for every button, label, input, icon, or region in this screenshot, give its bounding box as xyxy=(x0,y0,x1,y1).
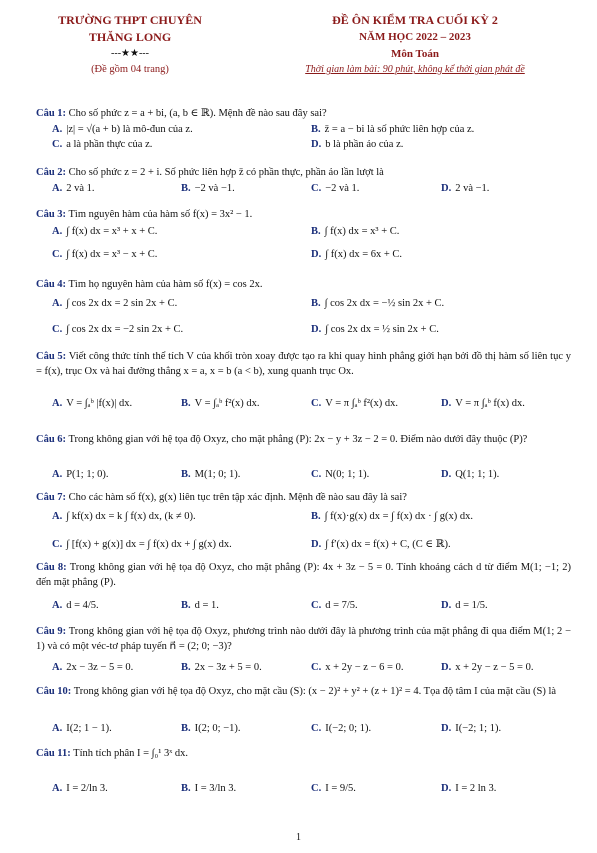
question-10-option-a xyxy=(52,721,112,736)
option-text: ∫ kf(x) dx = k ∫ f(x) dx, (k ≠ 0). xyxy=(66,511,196,522)
option-letter: C. xyxy=(52,539,63,550)
question-text: Tìm họ nguyên hàm của hàm số f(x) = cos 2x. xyxy=(68,279,263,290)
school-year: NĂM HỌC 2022 – 2023 xyxy=(359,31,471,43)
question-1-stem xyxy=(36,106,571,121)
question-label: Câu 1: xyxy=(36,108,67,119)
school-block xyxy=(30,12,230,78)
option-letter: B. xyxy=(311,124,321,135)
question-label: Câu 4: xyxy=(36,279,67,290)
option-letter: C. xyxy=(311,723,322,734)
option-text: V = π ∫ₐᵇ f²(x) dx. xyxy=(325,398,398,409)
question-text: Trong không gian với hệ tọa độ Oxyz, cho mặt cầu (S): (x − 2)² + y² + (z + 1)² = 4. Tọa độ tâm I của mặt cầu (S) là xyxy=(73,686,557,697)
time-note: Thời gian làm bài: 90 phút, không kể thời gian phát đề xyxy=(305,64,525,75)
question-7-option-b xyxy=(311,509,473,524)
option-text: x + 2y − z − 5 = 0. xyxy=(455,662,534,673)
question-label: Câu 11: xyxy=(36,748,71,759)
question-11-option-d xyxy=(441,781,496,796)
question-10-option-d xyxy=(441,721,501,736)
option-letter: B. xyxy=(181,183,191,194)
option-letter: D. xyxy=(311,139,322,150)
option-letter: A. xyxy=(52,469,63,480)
option-text: d = 4/5. xyxy=(66,600,99,611)
option-text: ∫ f(x)·g(x) dx = ∫ f(x) dx · ∫ g(x) dx. xyxy=(324,511,474,522)
option-letter: B. xyxy=(181,723,191,734)
option-text: V = ∫ₐᵇ |f(x)| dx. xyxy=(66,398,133,409)
option-letter: B. xyxy=(181,398,191,409)
option-text: 2 và 1. xyxy=(66,183,95,194)
option-text: ∫ f′(x) dx = f(x) + C, (C ∈ ℝ). xyxy=(325,539,451,550)
option-letter: C. xyxy=(311,600,322,611)
question-6-option-d xyxy=(441,467,499,482)
option-letter: C. xyxy=(311,783,322,794)
question-label: Câu 7: xyxy=(36,492,67,503)
option-letter: B. xyxy=(311,298,321,309)
option-letter: D. xyxy=(441,398,452,409)
option-text: x + 2y − z − 6 = 0. xyxy=(325,662,404,673)
option-letter: C. xyxy=(311,662,322,673)
option-text: a là phần thực của z. xyxy=(66,139,153,150)
option-letter: C. xyxy=(52,324,63,335)
option-letter: D. xyxy=(441,723,452,734)
question-3-option-b xyxy=(311,224,399,239)
question-8-stem xyxy=(36,560,571,590)
option-text: Q(1; 1; 1). xyxy=(455,469,500,480)
option-letter: A. xyxy=(52,124,63,135)
option-text: ∫ cos 2x dx = ½ sin 2x + C. xyxy=(325,324,439,335)
question-2-option-d xyxy=(441,181,489,196)
question-2-option-c xyxy=(311,181,359,196)
option-letter: D. xyxy=(311,539,322,550)
option-letter: A. xyxy=(52,662,63,673)
question-7-stem xyxy=(36,490,571,505)
question-2-stem xyxy=(36,165,571,180)
question-9-option-d xyxy=(441,660,533,675)
question-text: Viết công thức tính thể tích V của khối tròn xoay được tạo ra khi quay hình phẳng giới hạn bởi đồ thị hàm số liên tục y = f(x), trục Ox và hai đường thẳng x = a, x = b (a < b), xung quanh trục Ox. xyxy=(36,351,572,377)
option-text: ∫ cos 2x dx = −½ sin 2x + C. xyxy=(324,298,445,309)
question-10-option-c xyxy=(311,721,371,736)
option-letter: C. xyxy=(311,469,322,480)
option-text: ∫ f(x) dx = x³ − x + C. xyxy=(66,249,158,260)
question-8-option-c xyxy=(311,598,358,613)
question-11-option-c xyxy=(311,781,356,796)
option-text: b là phần ảo của z. xyxy=(325,139,404,150)
exam-header xyxy=(0,12,597,92)
subject: Môn Toán xyxy=(391,48,439,60)
question-2-option-b xyxy=(181,181,235,196)
option-letter: B. xyxy=(181,783,191,794)
exam-title-block xyxy=(250,12,580,78)
question-3-option-c xyxy=(52,247,157,262)
option-letter: B. xyxy=(311,226,321,237)
option-text: d = 1. xyxy=(194,600,219,611)
question-6-option-b xyxy=(181,467,240,482)
option-letter: A. xyxy=(52,723,63,734)
question-7-option-c xyxy=(52,537,232,552)
option-letter: D. xyxy=(441,469,452,480)
option-letter: A. xyxy=(52,398,63,409)
option-text: d = 1/5. xyxy=(455,600,488,611)
option-letter: D. xyxy=(441,183,452,194)
option-text: d = 7/5. xyxy=(325,600,358,611)
option-text: I(−2; 0; 1). xyxy=(325,723,372,734)
question-label: Câu 6: xyxy=(36,434,67,445)
question-3-option-a xyxy=(52,224,157,239)
option-letter: B. xyxy=(181,662,191,673)
school-name-line-2: THĂNG LONG xyxy=(88,30,172,44)
option-text: V = π ∫ₐᵇ f(x) dx. xyxy=(455,398,525,409)
question-7-option-a xyxy=(52,509,196,524)
option-text: I = 3/ln 3. xyxy=(194,783,237,794)
option-text: ∫ cos 2x dx = −2 sin 2x + C. xyxy=(66,324,184,335)
option-text: P(1; 1; 0). xyxy=(66,469,109,480)
option-text: I(−2; 1; 1). xyxy=(455,723,502,734)
question-7-option-d xyxy=(311,537,451,552)
option-letter: D. xyxy=(441,600,452,611)
question-4-option-c xyxy=(52,322,183,337)
page-number: 1 xyxy=(296,832,301,843)
question-text: Trong không gian với hệ tọa độ Oxyz, cho mặt phẳng (P): 2x − y + 3z − 2 = 0. Điểm nào dưới đây thuộc (P)? xyxy=(68,434,528,445)
option-text: ∫ f(x) dx = x³ + C. xyxy=(324,226,400,237)
option-text: V = ∫ₐᵇ f²(x) dx. xyxy=(194,398,260,409)
question-5-option-c xyxy=(311,396,398,411)
option-letter: D. xyxy=(441,783,452,794)
option-letter: B. xyxy=(181,600,191,611)
question-label: Câu 9: xyxy=(36,626,67,637)
question-9-option-c xyxy=(311,660,403,675)
question-1-option-d xyxy=(311,137,403,152)
question-9-option-b xyxy=(181,660,262,675)
option-letter: B. xyxy=(181,469,191,480)
option-text: 2 và −1. xyxy=(455,183,490,194)
question-label: Câu 10: xyxy=(36,686,72,697)
question-4-option-d xyxy=(311,322,439,337)
question-11-stem xyxy=(36,746,571,761)
question-8-option-d xyxy=(441,598,488,613)
option-text: N(0; 1; 1). xyxy=(325,469,370,480)
option-text: −2 và 1. xyxy=(325,183,360,194)
option-text: I(2; 1 − 1). xyxy=(66,723,112,734)
question-text: Cho số phức z = 2 + i. Số phức liên hợp z̄ có phần thực, phần ảo lần lượt là xyxy=(68,167,384,178)
pages-note: (Đề gồm 04 trang) xyxy=(91,64,169,75)
option-text: ∫ [f(x) + g(x)] dx = ∫ f(x) dx + ∫ g(x) dx. xyxy=(66,539,232,550)
option-text: −2 và −1. xyxy=(194,183,235,194)
question-label: Câu 3: xyxy=(36,209,67,220)
question-6-option-c xyxy=(311,467,369,482)
option-letter: D. xyxy=(311,249,322,260)
question-text: Cho số phức z = a + bi, (a, b ∈ ℝ). Mệnh đề nào sau đây sai? xyxy=(68,108,327,119)
question-3-option-d xyxy=(311,247,402,262)
option-letter: A. xyxy=(52,511,63,522)
question-6-stem xyxy=(36,432,571,447)
option-letter: A. xyxy=(52,183,63,194)
question-text: Tìm nguyên hàm của hàm số f(x) = 3x² − 1. xyxy=(68,209,253,220)
question-10-option-b xyxy=(181,721,241,736)
question-4-option-b xyxy=(311,296,444,311)
question-5-option-a xyxy=(52,396,132,411)
option-text: ∫ cos 2x dx = 2 sin 2x + C. xyxy=(66,298,178,309)
option-letter: B. xyxy=(311,511,321,522)
question-text: Trong không gian với hệ tọa độ Oxyz, cho mặt phẳng (P): 4x + 3z − 5 = 0. Tính khoảng cách d từ điểm M(1; −1; 2) đến mặt phẳng (P). xyxy=(36,562,571,588)
question-11-option-b xyxy=(181,781,236,796)
question-11-option-a xyxy=(52,781,108,796)
question-1-option-c xyxy=(52,137,152,152)
question-5-stem xyxy=(36,349,571,379)
option-text: I = 9/5. xyxy=(325,783,356,794)
question-2-option-a xyxy=(52,181,95,196)
option-text: I(2; 0; −1). xyxy=(194,723,241,734)
option-letter: D. xyxy=(311,324,322,335)
option-letter: C. xyxy=(52,249,63,260)
option-text: ∫ f(x) dx = 6x + C. xyxy=(325,249,403,260)
question-1-option-a xyxy=(52,122,193,137)
question-text: Tính tích phân I = ∫₀¹ 3ˣ dx. xyxy=(73,748,189,759)
option-letter: D. xyxy=(441,662,452,673)
option-text: M(1; 0; 1). xyxy=(194,469,241,480)
option-text: |z| = √(a + b) là mô-đun của z. xyxy=(66,124,193,135)
option-letter: A. xyxy=(52,298,63,309)
question-4-stem xyxy=(36,277,571,292)
question-label: Câu 8: xyxy=(36,562,67,573)
question-label: Câu 5: xyxy=(36,351,67,362)
question-text: Cho các hàm số f(x), g(x) liên tục trên tập xác định. Mệnh đề nào sau đây là sai? xyxy=(68,492,407,503)
question-9-option-a xyxy=(52,660,133,675)
question-label: Câu 2: xyxy=(36,167,67,178)
option-letter: C. xyxy=(311,183,322,194)
question-6-option-a xyxy=(52,467,109,482)
option-letter: A. xyxy=(52,600,63,611)
question-8-option-b xyxy=(181,598,219,613)
option-letter: A. xyxy=(52,226,63,237)
option-text: ∫ f(x) dx = x³ + x + C. xyxy=(66,226,158,237)
option-text: 2x − 3z − 5 = 0. xyxy=(66,662,134,673)
option-text: z̄ = a − bi là số phức liên hợp của z. xyxy=(324,124,475,135)
question-5-option-d xyxy=(441,396,525,411)
question-1-option-b xyxy=(311,122,474,137)
question-5-option-b xyxy=(181,396,259,411)
option-text: I = 2 ln 3. xyxy=(455,783,497,794)
option-letter: C. xyxy=(311,398,322,409)
school-name-line-1: TRƯỜNG THPT CHUYÊN xyxy=(58,13,202,27)
exam-title: ĐỀ ÔN KIỂM TRA CUỐI KỲ 2 xyxy=(332,13,498,27)
question-3-stem xyxy=(36,207,571,222)
question-4-option-a xyxy=(52,296,177,311)
star-divider: ---★★--- xyxy=(111,48,149,59)
option-text: I = 2/ln 3. xyxy=(66,783,108,794)
question-8-option-a xyxy=(52,598,99,613)
question-10-stem xyxy=(36,684,571,699)
option-letter: A. xyxy=(52,783,63,794)
option-text: 2x − 3z + 5 = 0. xyxy=(194,662,262,673)
option-letter: C. xyxy=(52,139,63,150)
question-text: Trong không gian với hệ tọa độ Oxyz, phương trình nào dưới đây là phương trình của mặt phẳng đi qua điểm M(1; 2 − 1) và có một véc-tơ pháp tuyến n⃗ = (2; 0; −3)? xyxy=(36,626,571,652)
question-9-stem xyxy=(36,624,571,654)
